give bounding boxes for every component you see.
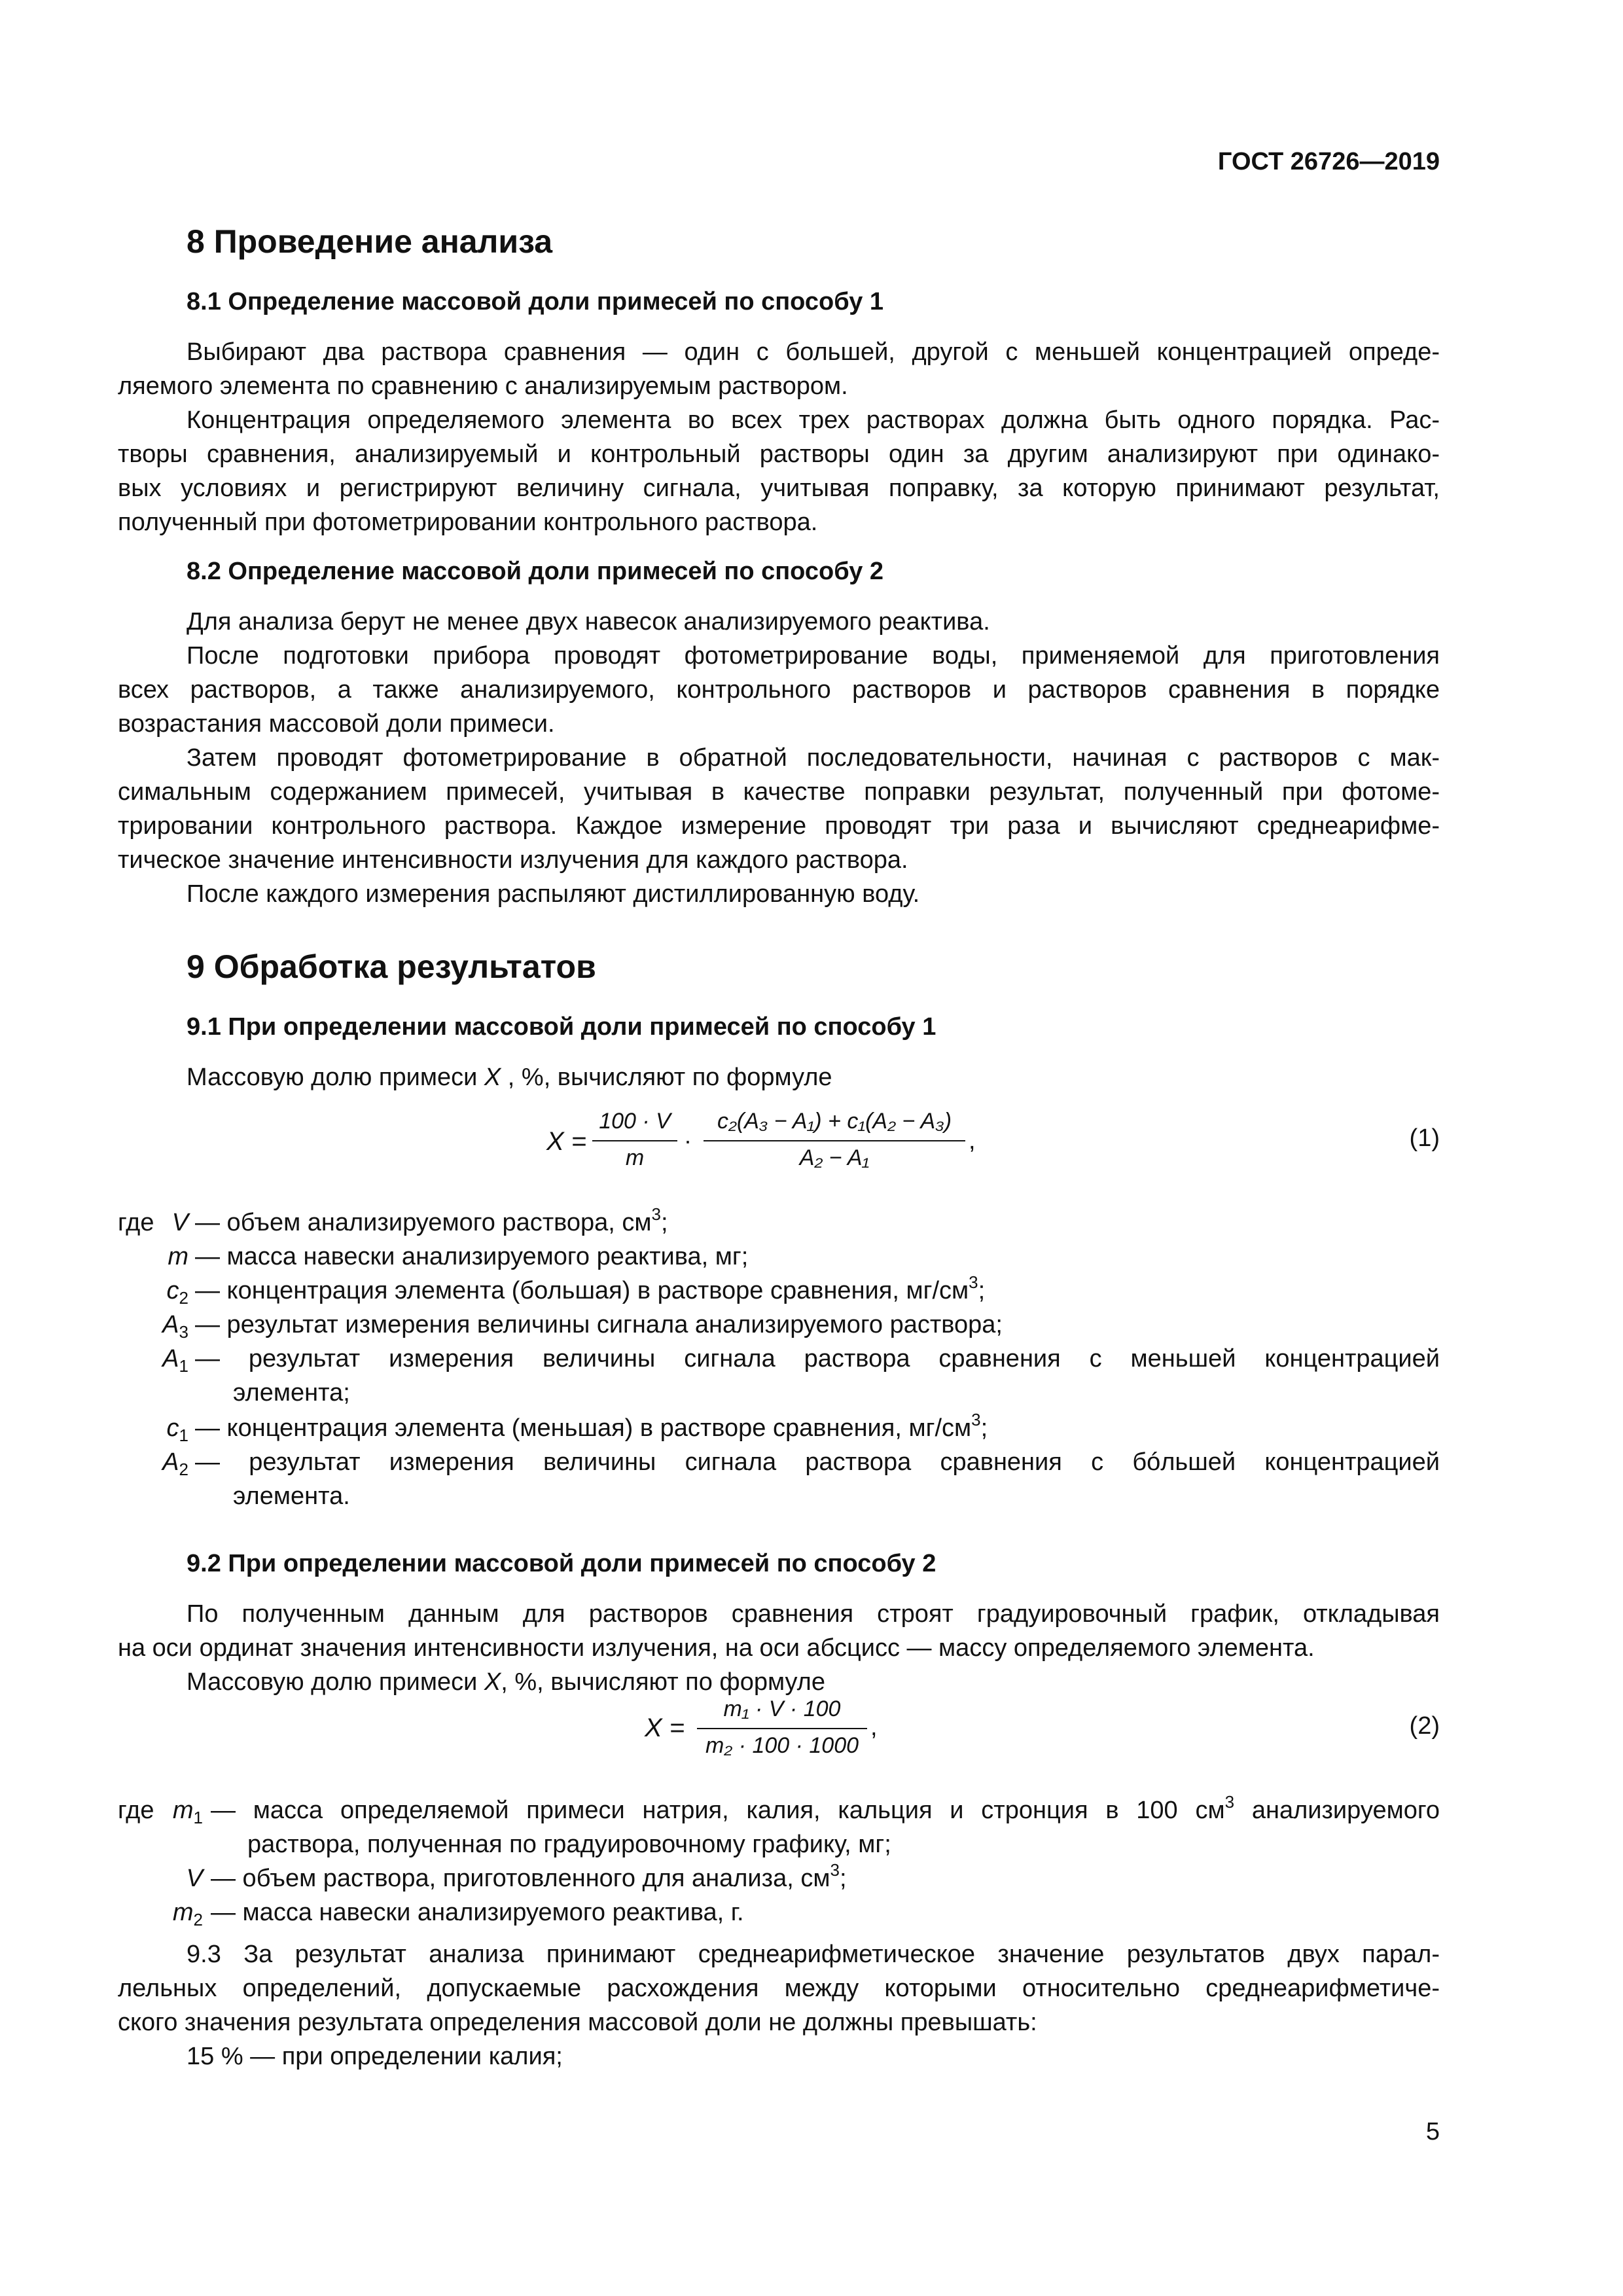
where-label: где xyxy=(118,1797,154,1824)
fraction-bar xyxy=(704,1140,965,1141)
formula-lhs: X = xyxy=(645,1713,685,1742)
paragraph-line: После каждого измерения распыляют дистиллированную воду. xyxy=(187,880,920,908)
fraction-numerator: 100 · V xyxy=(599,1109,671,1134)
variable-symbol: $A_3$ xyxy=(162,1311,188,1342)
page-number: 5 xyxy=(1425,2118,1440,2145)
paragraph-line: 9.3 За результат анализа принимают среднеарифметическое значение результатов двух парал- xyxy=(187,1941,1440,1968)
variable-definition: — масса определяемой примеси натрия, калия, кальция и стронция в 100 $см^3$ анализируемого xyxy=(211,1792,1440,1824)
multiplication-dot: · xyxy=(684,1127,692,1154)
formula-comma: , xyxy=(870,1713,878,1741)
paragraph-line: ляемого элемента по сравнению с анализируемым раствором. xyxy=(118,372,848,400)
variable-symbol: $c_1$ xyxy=(166,1414,188,1445)
variable-definition: — объем анализируемого раствора, $см^3$; xyxy=(195,1204,668,1236)
paragraph-line: полученный при фотометрировании контрольного раствора. xyxy=(118,509,818,536)
paragraph-line: По полученным данным для растворов сравнения строят градуировочный график, откладывая xyxy=(187,1600,1440,1628)
paragraph-line: на оси ординат значения интенсивности излучения, на оси абсцисс — массу определяемого элемента. xyxy=(118,1634,1315,1662)
paragraph-line: Выбирают два раствора сравнения — один с большей, другой с меньшей концентрацией опреде- xyxy=(187,338,1440,366)
paragraph-line: Для анализа берут не менее двух навесок анализируемого реактива. xyxy=(187,608,990,636)
paragraph-line: тическое значение интенсивности излучения для каждого раствора. xyxy=(118,846,908,874)
paragraph-line: лельных определений, допускаемые расхождения между которыми относительно среднеарифметиче- xyxy=(118,1975,1440,2002)
variable-definition: — результат измерения величины сигнала анализируемого раствора; xyxy=(195,1311,1003,1338)
variable-symbol: V xyxy=(171,1209,188,1236)
fraction-denominator: A₂ − A₁ xyxy=(799,1145,870,1170)
paragraph-line: вых условиях и регистрируют величину сигнала, учитывая поправку, за которую принимают результат, xyxy=(118,475,1440,502)
formula-number: (2) xyxy=(1409,1712,1440,1740)
variable-symbol: V xyxy=(186,1865,203,1892)
subsection-9-2-title: 9.2 При определении массовой доли примесей по способу 2 xyxy=(187,1550,936,1577)
subsection-8-2-title: 8.2 Определение массовой доли примесей по способу 2 xyxy=(187,558,884,585)
fraction-numerator: m₁ · V · 100 xyxy=(723,1696,841,1721)
section-8-title: 8 Проведение анализа xyxy=(187,223,553,260)
variable-definition: — концентрация элемента (меньшая) в растворе сравнения, $мг/см^3$; xyxy=(195,1410,988,1442)
variable-definition: — результат измерения величины сигнала раствора сравнения с меньшей концентрацией xyxy=(195,1345,1440,1372)
paragraph-line: всех растворов, а также анализируемого, контрольного растворов и растворов сравнения в порядке xyxy=(118,676,1440,704)
fraction-bar xyxy=(592,1140,677,1141)
where-label: где xyxy=(118,1209,154,1236)
variable-definition-continuation: элемента; xyxy=(233,1379,350,1407)
paragraph-line: Затем проводят фотометрирование в обратной последовательности, начиная с растворов с мак- xyxy=(187,744,1440,772)
document-code-header: ГОСТ 26726—2019 xyxy=(1217,148,1440,175)
formula-intro: Массовую долю примеси X , %, вычисляют по формуле xyxy=(187,1064,832,1091)
paragraph-line: творы сравнения, анализируемый и контрольный растворы один за другим анализируют при одинако- xyxy=(118,440,1440,468)
paragraph-line: симальным содержанием примесей, учитывая в качестве поправки результат, полученный при фотоме- xyxy=(118,778,1440,806)
formula-intro: Массовую долю примеси X, %, вычисляют по формуле xyxy=(187,1668,825,1696)
variable-definition: — масса навески анализируемого реактива, мг; xyxy=(195,1243,749,1270)
variable-definition-continuation: элемента. xyxy=(233,1482,350,1510)
variable-definition: — концентрация элемента (большая) в растворе сравнения, $мг/см^3$; xyxy=(195,1272,986,1304)
paragraph-line: возрастания массовой доли примеси. xyxy=(118,710,555,738)
subsection-9-1-title: 9.1 При определении массовой доли примесей по способу 1 xyxy=(187,1013,936,1041)
paragraph-line: После подготовки прибора проводят фотометрирование воды, применяемой для приготовления xyxy=(187,642,1440,670)
paragraph-line: трировании контрольного раствора. Каждое измерение проводят три раза и вычисляют среднеарифме- xyxy=(118,812,1440,840)
paragraph-line: 15 % — при определении калия; xyxy=(187,2043,563,2070)
variable-definition: — результат измерения величины сигнала раствора сравнения с бóльшей концентрацией xyxy=(195,1448,1440,1476)
variable-symbol: $c_2$ xyxy=(166,1277,188,1308)
formula-lhs: X = xyxy=(546,1127,587,1156)
paragraph-line: ского значения результата определения массовой доли не должны превышать: xyxy=(118,2009,1037,2036)
variable-symbol: $A_1$ xyxy=(162,1345,188,1376)
formula-number: (1) xyxy=(1409,1124,1440,1152)
formula-comma: , xyxy=(969,1127,976,1155)
fraction-bar xyxy=(697,1728,867,1729)
variable-symbol: m xyxy=(168,1243,188,1270)
section-9-title: 9 Обработка результатов xyxy=(187,948,596,985)
variable-symbol: $m_1$ xyxy=(172,1797,203,1827)
variable-symbol: $m_2$ xyxy=(172,1899,203,1929)
variable-symbol: $A_2$ xyxy=(162,1448,188,1479)
subsection-8-1-title: 8.1 Определение массовой доли примесей по способу 1 xyxy=(187,288,884,315)
variable-definition-continuation: раствора, полученная по градуировочному графику, мг; xyxy=(247,1831,891,1858)
paragraph-line: Концентрация определяемого элемента во всех трех растворах должна быть одного порядка. Рас- xyxy=(187,406,1440,434)
fraction-denominator: m xyxy=(625,1145,645,1170)
variable-definition: — масса навески анализируемого реактива, г. xyxy=(211,1899,744,1926)
fraction-numerator: c₂(A₃ − A₁) + c₁(A₂ − A₃) xyxy=(717,1109,952,1134)
variable-definition: — объем раствора, приготовленного для анализа, $см^3$; xyxy=(211,1860,847,1892)
fraction-denominator: m₂ · 100 · 1000 xyxy=(705,1733,859,1758)
